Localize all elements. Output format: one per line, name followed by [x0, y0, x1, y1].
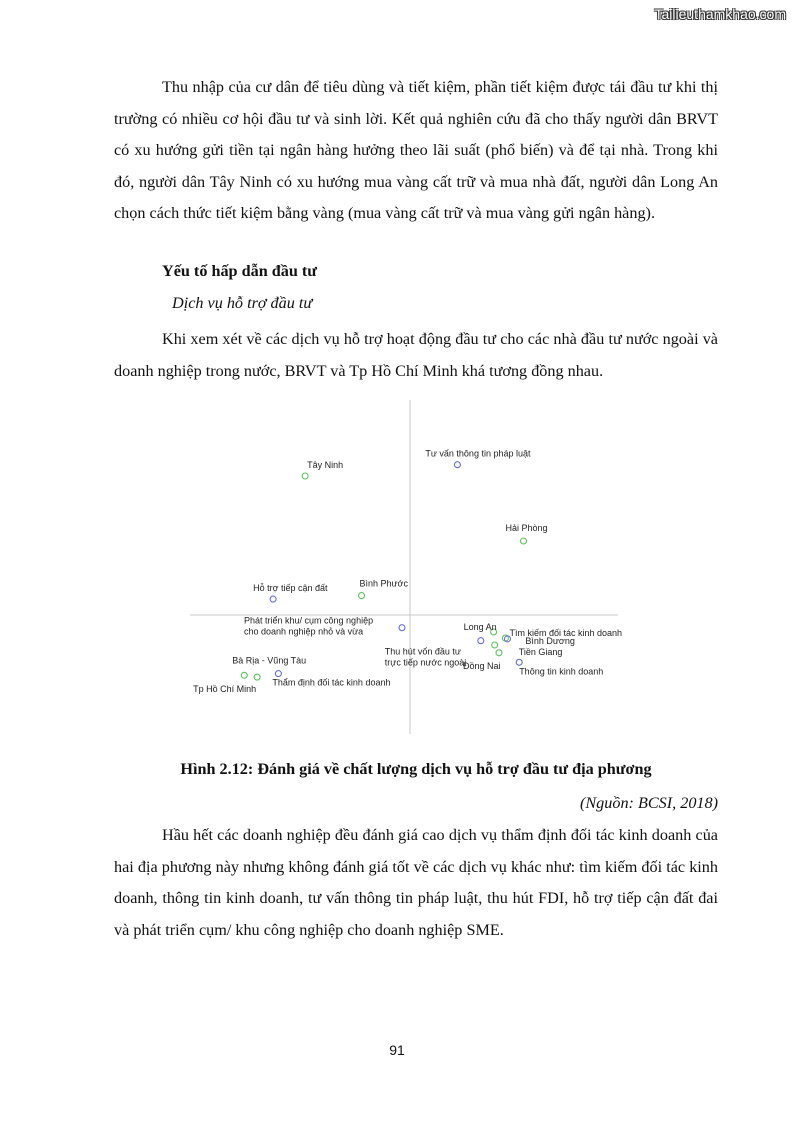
- paragraph-conclusion: Hầu hết các doanh nghiệp đều đánh giá cao dịch vụ thẩm định đối tác kinh doanh của hai địa phương này nhưng không đánh giá tốt về các dịch vụ khác như: tìm kiếm đối tác kinh doanh, thông tin kinh doanh, tư vấn thông tin pháp luật, thu hút FDI, hỗ trợ tiếp cận đất đai và phát triển cụm/ khu công nghiệp cho doanh nghiệp SME.: [114, 826, 718, 939]
- point-tay-ninh: [302, 473, 308, 479]
- point-hai-phong: [521, 538, 527, 544]
- scatter-figure: [190, 398, 630, 736]
- figure-source: (Nguồn: BCSI, 2018): [579, 794, 718, 812]
- point-tu-van-thong-tin-phap-luat: [454, 462, 460, 468]
- label-hai-phong: Hải Phòng: [505, 523, 548, 533]
- scatter-labels: [193, 449, 622, 694]
- label-tu-van-thong-tin-phap-luat: Tư vấn thông tin pháp luật: [425, 448, 531, 459]
- label-long-an: Long An: [463, 622, 497, 632]
- point-ba-ria-vung-tau: [241, 672, 247, 678]
- label-ba-ria-vung-tau: Bà Rịa - Vũng Tàu: [232, 655, 307, 666]
- figure-caption: Hình 2.12: Đánh giá về chất lượng dịch vụ hỗ trợ đầu tư địa phương: [180, 760, 652, 778]
- point-thu-hut-von-dau-tu-truc-tiep-nuoc-ngoai: [478, 638, 484, 644]
- scatter-plot: [190, 398, 630, 736]
- label-tham-dinh-doi-tac-kinh-doanh: Thẩm định đối tác kinh doanh: [272, 677, 391, 688]
- label-tp-ho-chi-minh: Tp Hồ Chí Minh: [193, 684, 257, 695]
- point-dong-nai: [496, 650, 502, 656]
- point-binh-phuoc: [359, 593, 365, 599]
- point-tham-dinh-doi-tac-kinh-doanh: [275, 671, 281, 677]
- point-tp-ho-chi-minh: [254, 674, 260, 680]
- label-dong-nai: Đồng Nai: [463, 660, 501, 671]
- label-binh-phuoc: Bình Phước: [359, 578, 408, 589]
- label-tim-kiem-doi-tac-kinh-doanh: Tìm kiếm đối tác kinh doanh: [509, 627, 623, 638]
- paragraph-investment-support: Khi xem xét về các dịch vụ hỗ trợ hoạt động đầu tư cho các nhà đầu tư nước ngoài và doanh nghiệp trong nước, BRVT và Tp Hồ Chí Minh khá tương đồng nhau.: [114, 330, 718, 380]
- label-tien-giang: Tiền Giang: [518, 647, 563, 657]
- subsection-heading: Dịch vụ hỗ trợ đầu tư: [172, 294, 313, 312]
- label-tay-ninh: Tây Ninh: [307, 460, 344, 470]
- watermark: Tailieuthamkhao.com: [654, 6, 786, 22]
- label-thu-hut-von-dau-tu-truc-tiep-nuoc-ngoai: Thu hút vốn đầu tư trực tiếp nước ngoài: [384, 646, 467, 668]
- paragraph-savings: Thu nhập của cư dân để tiêu dùng và tiết kiệm, phần tiết kiệm được tái đầu tư khi thị trường có nhiều cơ hội đầu tư và sinh lời. Kết quả nghiên cứu đã cho thấy người dân BRVT có xu hướng gửi tiền tại ngân hàng hưởng theo lãi suất (phổ biến) và để tại nhà. Trong khi đó, người dân Tây Ninh có xu hướng mua vàng cất trữ và mua nhà đất, người dân Long An chọn cách thức tiết kiệm bằng vàng (mua vàng cất trữ và mua vàng gửi ngân hàng).: [114, 78, 718, 222]
- section-heading: Yếu tố hấp dẫn đầu tư: [162, 262, 317, 280]
- label-binh-duong: Bình Dương: [525, 636, 575, 647]
- label-phat-trien-khu-cum-cong-nghiep-cho-doanh-nghiep-nho-va-vua: Phát triển khu/ cụm công nghiệp cho doanh nghiệp nhỏ và vừa: [244, 615, 374, 637]
- point-tien-giang: [492, 642, 498, 648]
- page-number: 91: [389, 1042, 405, 1058]
- label-thong-tin-kinh-doanh: Thông tin kinh doanh: [519, 666, 604, 677]
- point-ho-tro-tiep-can-dat: [270, 596, 276, 602]
- point-thong-tin-kinh-doanh: [516, 659, 522, 665]
- label-ho-tro-tiep-can-dat: Hỗ trợ tiếp cận đất: [253, 583, 328, 594]
- point-phat-trien-khu-cum-cong-nghiep-cho-doanh-nghiep-nho-va-vua: [399, 625, 405, 631]
